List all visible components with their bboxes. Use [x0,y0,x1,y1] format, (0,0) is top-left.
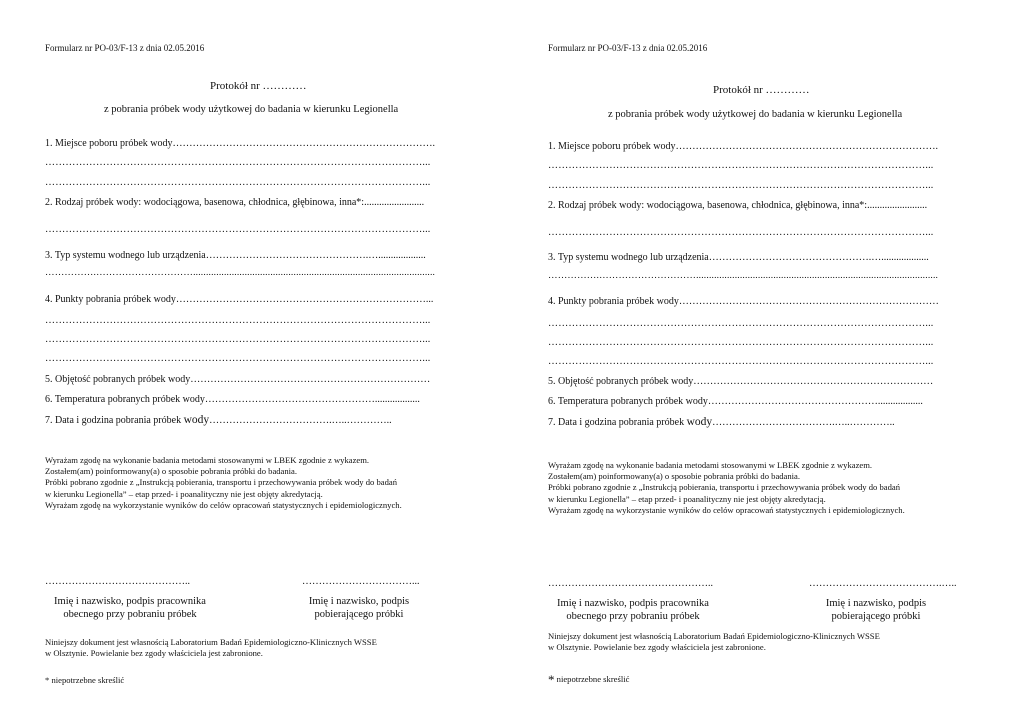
footnote-star: * [45,675,50,685]
consent-line: Zostałem(am) poinformowany(a) o sposobie pobrania próbki do badania. [548,471,801,482]
field-sampling-points-cont[interactable]: …………………………………………………………………………………………………... [548,356,934,367]
field-sampling-place-cont[interactable]: …………………………………………………………………………………………………... [548,160,934,171]
ownership-line: w Olsztynie. Powielanie bez zgody właściciela jest zabronione. [548,642,766,653]
protocol-subtitle: z pobrania próbek wody użytkowej do badania w kierunku Legionella [608,109,903,120]
field-label: 7. Data i godzina pobrania próbek [45,415,184,426]
consent-line: Wyrażam zgodę na wykorzystanie wyników do celów opracowań statystycznych i epidemiologicznych. [548,504,905,515]
field-sampling-place-cont[interactable]: …………………………………………………………………………………………………... [548,180,934,191]
footnote-text: niepotrzebne skreślić [554,674,630,684]
field-sampling-date-time[interactable] [45,414,392,426]
footnote-star: * [548,672,555,687]
footnote [548,672,629,688]
field-sample-temperature[interactable]: 6. Temperatura pobranych próbek wody…………………………………………….................. [45,394,420,405]
protocol-subtitle: z pobrania próbek wody użytkowej do badania w kierunku Legionella [104,104,399,115]
consent-line: w kierunku Legionella” – etap przed- i poanalityczny nie jest objęty akredytacją. [548,493,826,504]
ownership-note [548,631,880,653]
field-sample-volume[interactable]: 5. Objętość pobranych próbek wody……………………………………………………………… [548,376,934,387]
field-sampling-points-cont[interactable]: …………………………………………………………………………………………………... [548,318,934,329]
field-system-type[interactable]: 3. Typ systemu wodnego lub urządzenia………………………………………….…................... [45,250,426,261]
field-sampling-place[interactable]: 1. Miejsce poboru próbek wody……………………………………………………………………. [45,138,435,149]
field-sample-temperature[interactable]: 6. Temperatura pobranych próbek wody…………………………………………….................. [548,396,923,407]
form-page-right [512,0,1024,725]
consent-line: Próbki pobrano zgodnie z „Instrukcją pobierania, transportu i przechowywania próbek wody do badań [45,477,397,488]
field-sampling-place-cont[interactable]: …………………………………………………………………………………………………... [45,177,431,188]
footnote [45,675,124,685]
field-sampling-place[interactable]: 1. Miejsce poboru próbek wody……………………………………………………………………. [548,141,938,152]
field-sampling-points-cont[interactable]: …………………………………………………………………………………………………... [45,315,431,326]
field-water-type-cont[interactable]: …………………………………………………………………………………………………... [548,227,934,238]
field-sampling-points-cont[interactable]: …………………………………………………………………………………………………... [45,334,431,345]
ownership-line: Niniejszy dokument jest własnością Laboratorium Badań Epidemiologiczno-Klinicznych WSSE [548,631,880,641]
field-water-type-cont[interactable]: …………………………………………………………………………………………………... [45,224,431,235]
field-dots: ……………………………….…..………….. [209,415,392,426]
signature-line-sampler[interactable]: ………………………………….….. [809,578,957,589]
field-sampling-date-time[interactable] [548,416,895,428]
field-label-word: wody [686,416,713,428]
field-sampling-points[interactable]: 4. Punkty pobrania próbek wody…………………………………………………………………… [548,296,939,307]
consent-block [548,460,905,516]
signature-label-staff: Imię i nazwisko, podpis pracownika obecnego przy pobraniu próbek [557,598,709,622]
field-label: 7. Data i godzina pobrania próbek [548,417,687,428]
signature-line-staff[interactable]: …………………………………….. [45,576,190,587]
form-number: Formularz nr PO-03/F-13 z dnia 02.05.2016 [548,43,708,53]
field-water-type[interactable]: 2. Rodzaj próbek wody: wodociągowa, basenowa, chłodnica, głębinowa, inna*:........................ [548,200,928,211]
field-system-type-cont[interactable]: …………….………………………….............................................................................................. [548,271,939,281]
consent-line: Wyrażam zgodę na wykonanie badania metodami stosowanymi w LBEK zgodnie z wykazem. [45,455,370,465]
ownership-line: Niniejszy dokument jest własnością Laboratorium Badań Epidemiologiczno-Klinicznych WSSE [45,637,377,647]
signature-line-sampler[interactable]: ……………………………... [302,576,420,587]
consent-line: Zostałem(am) poinformowany(a) o sposobie pobrania próbki do badania. [45,466,298,477]
field-sampling-place-cont[interactable]: …………………………………………………………………………………………………... [45,157,431,168]
field-label-word: wody [183,414,210,426]
field-sampling-points-cont[interactable]: …………………………………………………………………………………………………... [548,337,934,348]
form-number: Formularz nr PO-03/F-13 z dnia 02.05.2016 [45,43,205,53]
signature-line-staff[interactable]: ………………………………………….. [548,578,713,589]
ownership-line: w Olsztynie. Powielanie bez zgody właściciela jest zabronione. [45,648,263,659]
field-sample-volume[interactable]: 5. Objętość pobranych próbek wody……………………………………………………………… [45,374,431,385]
field-sampling-points-cont[interactable]: …………………………………………………………………………………………………... [45,353,431,364]
field-system-type-cont[interactable]: …………….………………………….............................................................................................. [45,268,436,278]
signature-label-sampler: Imię i nazwisko, podpis pobierającego próbki [825,598,927,622]
footnote-text: niepotrzebne skreślić [49,675,125,685]
consent-line: w kierunku Legionella” – etap przed- i poanalityczny nie jest objęty akredytacją. [45,488,323,499]
signature-label-staff: Imię i nazwisko, podpis pracownika obecnego przy pobraniu próbek [54,596,206,620]
field-sampling-points[interactable]: 4. Punkty pobrania próbek wody…………………………………………………………………... [45,294,434,305]
field-system-type[interactable]: 3. Typ systemu wodnego lub urządzenia………………………………………….…................... [548,252,929,263]
field-water-type[interactable]: 2. Rodzaj próbek wody: wodociągowa, basenowa, chłodnica, głębinowa, inna*:........................ [45,197,425,208]
protocol-title: Protokół nr ………… [210,80,307,92]
protocol-title: Protokół nr ………… [713,84,810,96]
consent-block [45,455,402,511]
consent-line: Wyrażam zgodę na wykonanie badania metodami stosowanymi w LBEK zgodnie z wykazem. [548,460,873,470]
signature-label-sampler: Imię i nazwisko, podpis pobierającego próbki [308,596,410,620]
consent-line: Próbki pobrano zgodnie z „Instrukcją pobierania, transportu i przechowywania próbek wody do badań [548,482,900,493]
ownership-note [45,637,377,659]
field-dots: ……………………………….…..………….. [712,417,895,428]
consent-line: Wyrażam zgodę na wykorzystanie wyników do celów opracowań statystycznych i epidemiologicznych. [45,499,402,510]
